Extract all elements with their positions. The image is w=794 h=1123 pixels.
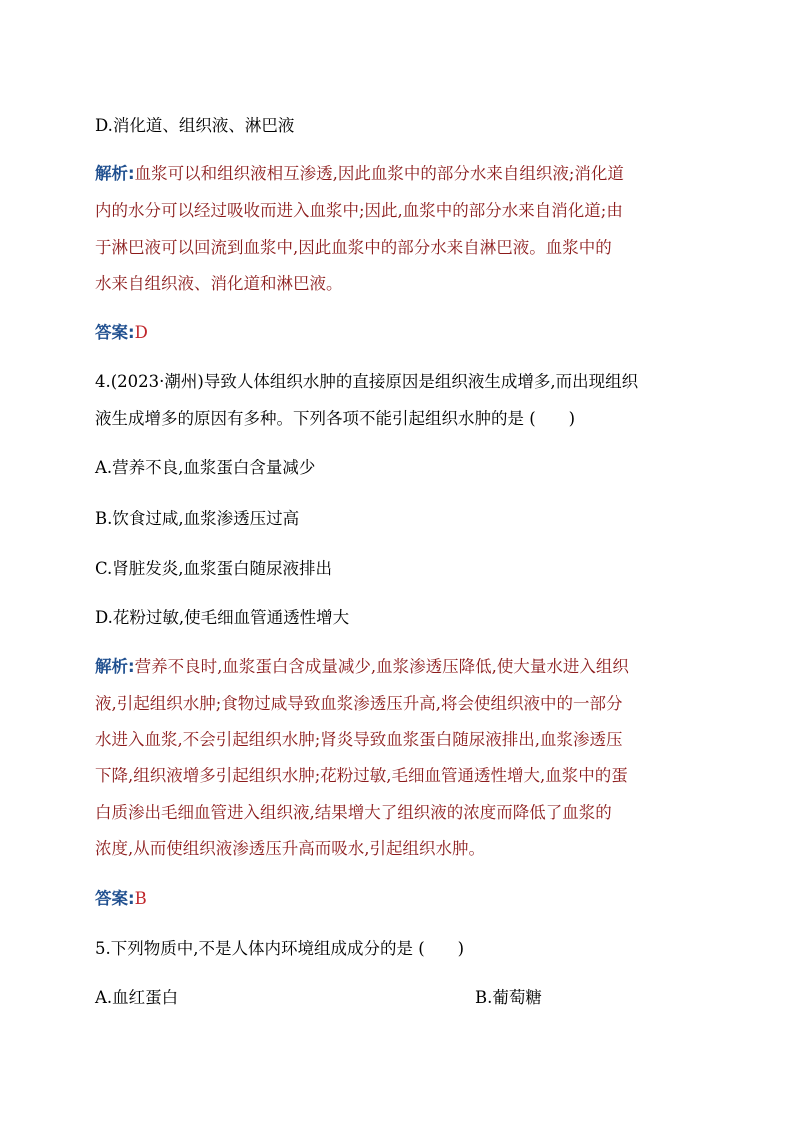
q4-stem-line-2: 液生成增多的原因有多种。下列各项不能引起组织水肿的是 ( ) [95,409,576,428]
q4-analysis-line-5: 白质渗出毛细血管进入组织液,结果增大了组织液的浓度而降低了血浆的 [95,803,612,822]
q3-answer-value: D [134,323,148,342]
q4-answer [95,888,147,910]
q3-analysis-text-1: 血浆可以和组织液相互渗透,因此血浆中的部分水来自组织液;消化道 [134,164,624,183]
q4-analysis-line-1 [95,656,629,678]
q4-analysis-text-1: 营养不良时,血浆蛋白含成量减少,血浆渗透压降低,使大量水进入组织 [134,657,629,676]
q5-options-row [95,987,715,1009]
q5-stem: 5.下列物质中,不是人体内环境组成成分的是 ( ) [95,939,465,958]
q3-answer-label: 答案: [95,323,135,342]
q3-analysis-line-1 [95,163,624,185]
q3-analysis-label: 解析: [95,164,135,183]
q3-answer [95,322,148,344]
q4-analysis-label: 解析: [95,657,135,676]
q4-answer-label: 答案: [95,889,135,908]
q4-option-a: A.营养不良,血浆蛋白含量减少 [95,458,316,477]
q3-analysis-line-2: 内的水分可以经过吸收而进入血浆中;因此,血浆中的部分水来自消化道;由 [95,201,623,220]
q4-analysis-line-4: 下降,组织液增多引起组织水肿;花粉过敏,毛细血管通透性增大,血浆中的蛋 [95,766,628,785]
q4-analysis-line-6: 浓度,从而使组织液渗透压升高而吸水,引起组织水肿。 [95,839,485,858]
q5-option-b: B.葡萄糖 [475,988,542,1007]
q3-option-d: D.消化道、组织液、淋巴液 [95,116,295,135]
q4-answer-value: B [134,889,147,908]
q4-option-c: C.肾脏发炎,血浆蛋白随尿液排出 [95,559,333,578]
q4-option-d: D.花粉过敏,使毛细血管通透性增大 [95,608,350,627]
q3-analysis-line-3: 于淋巴液可以回流到血浆中,因此血浆中的部分水来自淋巴液。血浆中的 [95,238,612,257]
q5-option-a: A.血红蛋白 [95,988,179,1007]
q3-analysis-line-4: 水来自组织液、消化道和淋巴液。 [95,274,343,293]
q4-analysis-line-3: 水进入血浆,不会引起组织水肿;肾炎导致血浆蛋白随尿液排出,血浆渗透压 [95,730,623,749]
q4-option-b: B.饮食过咸,血浆渗透压过高 [95,509,300,528]
q4-analysis-line-2: 液,引起组织水肿;食物过咸导致血浆渗透压升高,将会使组织液中的一部分 [95,694,623,713]
q4-stem-line-1: 4.(2023·潮州)导致人体组织水肿的直接原因是组织液生成增多,而出现组织 [95,372,639,391]
